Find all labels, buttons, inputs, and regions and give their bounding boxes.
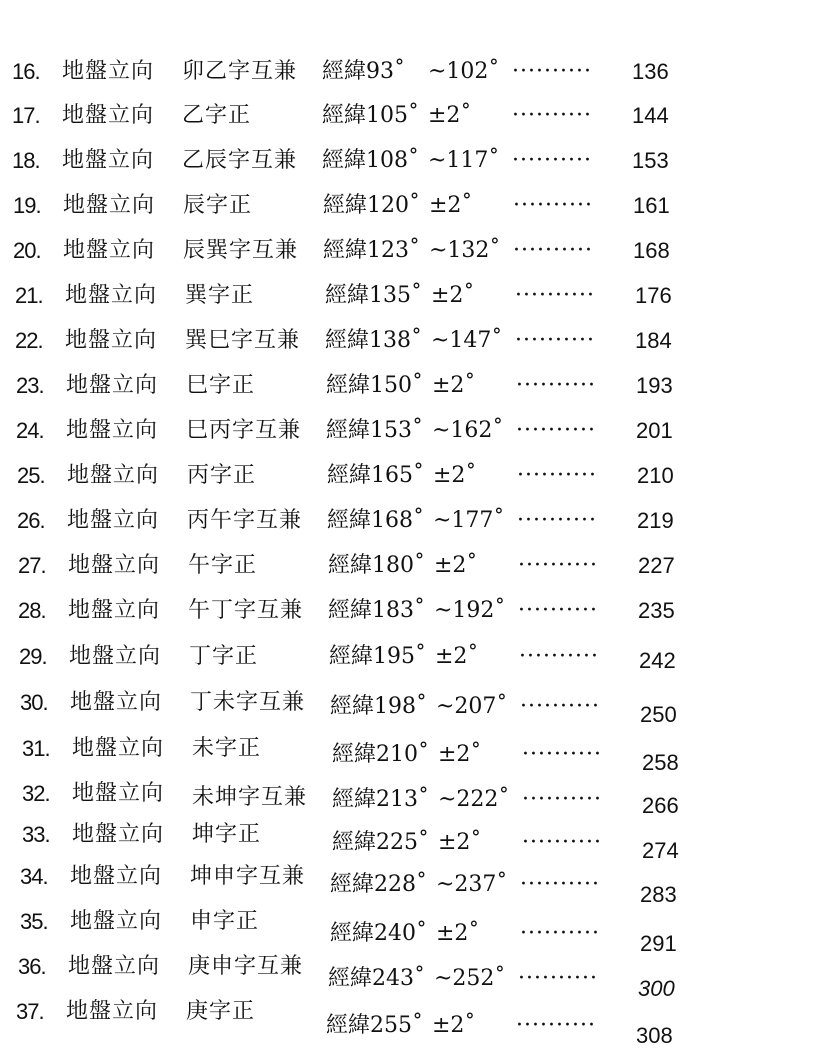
entry-range: ~237˚ <box>436 872 508 897</box>
entry-page-number: 283 <box>640 882 677 907</box>
entry-degree: 經緯135˚ <box>325 283 422 308</box>
entry-label: 地盤立向 <box>66 373 159 398</box>
entry-direction: 卯乙字互兼 <box>182 59 298 84</box>
entry-label: 地盤立向 <box>65 283 158 308</box>
toc-row <box>12 141 732 181</box>
entry-degree: 經緯153˚ <box>326 418 423 443</box>
entry-label: 地盤立向 <box>62 148 155 173</box>
entry-page-number: 300 <box>638 976 675 1001</box>
toc-row <box>13 186 733 226</box>
entry-label: 地盤立向 <box>67 508 160 533</box>
entry-label: 地盤立向 <box>66 999 159 1024</box>
entry-number: 20. <box>13 238 41 263</box>
entry-number: 23. <box>16 373 44 398</box>
entry-number: 34. <box>20 864 48 889</box>
entry-range: ±2˚ <box>429 193 473 218</box>
entry-range: ~252˚ <box>434 966 506 991</box>
entry-page-number: 219 <box>637 508 674 533</box>
entry-number: 27. <box>18 553 46 578</box>
entry-dot-leader: ·········· <box>520 872 600 897</box>
entry-page-number: 168 <box>633 238 670 263</box>
entry-degree: 經緯180˚ <box>328 553 425 578</box>
toc-row <box>15 321 735 361</box>
entry-label: 地盤立向 <box>68 553 161 578</box>
entry-dot-leader: ·········· <box>513 238 593 263</box>
entry-direction: 未坤字互兼 <box>192 785 308 810</box>
entry-direction: 丁字正 <box>189 644 259 669</box>
entry-range: ~147˚ <box>431 328 503 353</box>
entry-degree: 經緯123˚ <box>323 238 420 263</box>
entry-label: 地盤立向 <box>70 909 163 934</box>
entry-range: ±2˚ <box>428 103 472 128</box>
entry-degree: 經緯165˚ <box>327 463 424 488</box>
entry-number: 31. <box>22 736 50 761</box>
entry-page-number: 250 <box>640 702 677 727</box>
entry-label: 地盤立向 <box>72 736 165 761</box>
entry-degree: 經緯105˚ <box>322 103 419 128</box>
entry-page-number: 144 <box>632 103 669 128</box>
entry-label: 地盤立向 <box>72 822 165 847</box>
entry-range: ±2˚ <box>436 921 480 946</box>
entry-page-number: 291 <box>640 931 677 956</box>
entry-label: 地盤立向 <box>69 644 162 669</box>
entry-degree: 經緯198˚ <box>330 694 427 719</box>
entry-page-number: 210 <box>637 463 674 488</box>
entry-label: 地盤立向 <box>70 690 163 715</box>
entry-range: ~162˚ <box>432 418 504 443</box>
toc-row <box>19 637 739 677</box>
entry-degree: 經緯210˚ <box>332 742 429 767</box>
entry-range: ±2˚ <box>435 644 479 669</box>
entry-dot-leader: ·········· <box>512 59 592 84</box>
entry-degree: 經緯138˚ <box>325 328 422 353</box>
entry-page-number: 266 <box>642 793 679 818</box>
entry-number: 24. <box>16 418 44 443</box>
entry-number: 22. <box>15 328 43 353</box>
entry-number: 25. <box>17 463 45 488</box>
entry-page-number: 235 <box>638 598 675 623</box>
entry-degree: 經緯240˚ <box>330 921 427 946</box>
entry-dot-leader: ·········· <box>516 1013 596 1038</box>
entry-range: ~132˚ <box>429 238 501 263</box>
entry-label: 地盤立向 <box>63 238 156 263</box>
entry-direction: 庚申字互兼 <box>188 954 304 979</box>
entry-dot-leader: ·········· <box>518 598 598 623</box>
toc-row <box>20 902 740 956</box>
entry-range: ~177˚ <box>433 508 505 533</box>
entry-degree: 經緯195˚ <box>329 644 426 669</box>
entry-degree: 經緯150˚ <box>326 373 423 398</box>
entry-direction: 乙字正 <box>182 103 252 128</box>
toc-row <box>18 947 738 1001</box>
entry-number: 17. <box>12 103 40 128</box>
toc-row <box>12 96 732 136</box>
entry-direction: 巳丙字互兼 <box>186 418 302 443</box>
entry-number: 16. <box>12 59 40 84</box>
toc-row <box>22 815 742 863</box>
entry-degree: 經緯225˚ <box>332 830 429 855</box>
entry-degree: 經緯213˚ <box>332 787 429 812</box>
entry-range: ±2˚ <box>434 553 478 578</box>
entry-direction: 巽巳字互兼 <box>185 328 301 353</box>
entry-dot-leader: ·········· <box>516 373 596 398</box>
entry-direction: 坤申字互兼 <box>190 864 306 889</box>
entry-range: ±2˚ <box>438 830 482 855</box>
entry-label: 地盤立向 <box>62 59 155 84</box>
entry-dot-leader: ·········· <box>522 830 602 855</box>
entry-page-number: 274 <box>642 838 679 863</box>
entry-page-number: 201 <box>636 418 673 443</box>
entry-range: ~102˚ <box>428 59 500 84</box>
entry-page-number: 227 <box>638 553 675 578</box>
toc-row <box>18 591 738 631</box>
entry-number: 37. <box>16 999 44 1024</box>
entry-number: 28. <box>18 598 46 623</box>
entry-direction: 丙字正 <box>187 463 257 488</box>
toc-row <box>20 683 740 727</box>
toc-row <box>16 411 736 451</box>
entry-dot-leader: ·········· <box>517 508 597 533</box>
entry-page-number: 308 <box>636 1023 673 1048</box>
toc-row <box>16 366 736 406</box>
entry-page-number: 258 <box>642 750 679 775</box>
entry-dot-leader: ·········· <box>522 742 602 767</box>
entry-direction: 午丁字互兼 <box>188 598 304 623</box>
toc-row <box>17 501 737 541</box>
entry-label: 地盤立向 <box>72 781 165 806</box>
toc-row <box>22 729 742 775</box>
entry-label: 地盤立向 <box>66 418 159 443</box>
entry-dot-leader: ·········· <box>516 418 596 443</box>
entry-dot-leader: ·········· <box>518 553 598 578</box>
entry-dot-leader: ·········· <box>512 148 592 173</box>
entry-range: ±2˚ <box>433 463 477 488</box>
entry-number: 36. <box>18 954 46 979</box>
entry-dot-leader: ·········· <box>519 644 599 669</box>
entry-range: ±2˚ <box>438 742 482 767</box>
entry-dot-leader: ·········· <box>517 463 597 488</box>
entry-number: 26. <box>17 508 45 533</box>
entry-direction: 丁未字互兼 <box>190 690 306 715</box>
entry-dot-leader: ·········· <box>512 103 592 128</box>
entry-range: ±2˚ <box>431 283 475 308</box>
entry-degree: 經緯228˚ <box>330 872 427 897</box>
toc-row <box>22 774 742 818</box>
toc-row <box>17 456 737 496</box>
entry-label: 地盤立向 <box>68 954 161 979</box>
entry-page-number: 136 <box>632 59 669 84</box>
entry-direction: 未字正 <box>192 736 262 761</box>
entry-label: 地盤立向 <box>68 598 161 623</box>
entry-dot-leader: ·········· <box>520 921 600 946</box>
entry-dot-leader: ·········· <box>522 787 602 812</box>
toc-row <box>16 992 736 1048</box>
entry-degree: 經緯183˚ <box>328 598 425 623</box>
entry-direction: 申字正 <box>190 909 260 934</box>
entry-degree: 經緯168˚ <box>327 508 424 533</box>
entry-number: 21. <box>15 283 43 308</box>
entry-dot-leader: ·········· <box>515 328 595 353</box>
entry-direction: 巳字正 <box>186 373 256 398</box>
entry-direction: 午字正 <box>188 553 258 578</box>
toc-row <box>12 52 732 92</box>
entry-range: ~222˚ <box>438 787 510 812</box>
entry-number: 18. <box>12 148 40 173</box>
entry-degree: 經緯255˚ <box>326 1013 423 1038</box>
entry-label: 地盤立向 <box>70 864 163 889</box>
entry-number: 32. <box>22 781 50 806</box>
entry-label: 地盤立向 <box>62 103 155 128</box>
entry-direction: 丙午字互兼 <box>187 508 303 533</box>
entry-dot-leader: ·········· <box>520 694 600 719</box>
entry-range: ~207˚ <box>436 694 508 719</box>
entry-range: ±2˚ <box>432 1013 476 1038</box>
entry-number: 29. <box>19 644 47 669</box>
entry-dot-leader: ·········· <box>513 193 593 218</box>
toc-row <box>18 546 738 586</box>
entry-page-number: 242 <box>639 648 676 673</box>
entry-degree: 經緯243˚ <box>328 966 425 991</box>
entry-label: 地盤立向 <box>67 463 160 488</box>
entry-label: 地盤立向 <box>65 328 158 353</box>
entry-page-number: 193 <box>636 373 673 398</box>
entry-degree: 經緯120˚ <box>323 193 420 218</box>
entry-label: 地盤立向 <box>63 193 156 218</box>
entry-number: 35. <box>20 909 48 934</box>
entry-range: ~117˚ <box>428 148 500 173</box>
entry-page-number: 153 <box>632 148 669 173</box>
toc-row <box>13 231 733 271</box>
entry-number: 33. <box>22 822 50 847</box>
entry-page-number: 176 <box>635 283 672 308</box>
entry-number: 19. <box>13 193 41 218</box>
entry-dot-leader: ·········· <box>518 966 598 991</box>
toc-row <box>15 276 735 316</box>
entry-direction: 乙辰字互兼 <box>182 148 298 173</box>
entry-direction: 庚字正 <box>186 999 256 1024</box>
entry-page-number: 161 <box>633 193 670 218</box>
entry-degree: 經緯108˚ <box>322 148 419 173</box>
entry-direction: 坤字正 <box>192 822 262 847</box>
entry-number: 30. <box>20 690 48 715</box>
entry-dot-leader: ·········· <box>515 283 595 308</box>
entry-direction: 辰字正 <box>183 193 253 218</box>
entry-direction: 辰巽字互兼 <box>183 238 299 263</box>
toc-row <box>20 857 740 907</box>
entry-range: ~192˚ <box>434 598 506 623</box>
entry-range: ±2˚ <box>432 373 476 398</box>
entry-degree: 經緯93˚ <box>322 59 405 84</box>
entry-page-number: 184 <box>635 328 672 353</box>
entry-direction: 巽字正 <box>185 283 255 308</box>
